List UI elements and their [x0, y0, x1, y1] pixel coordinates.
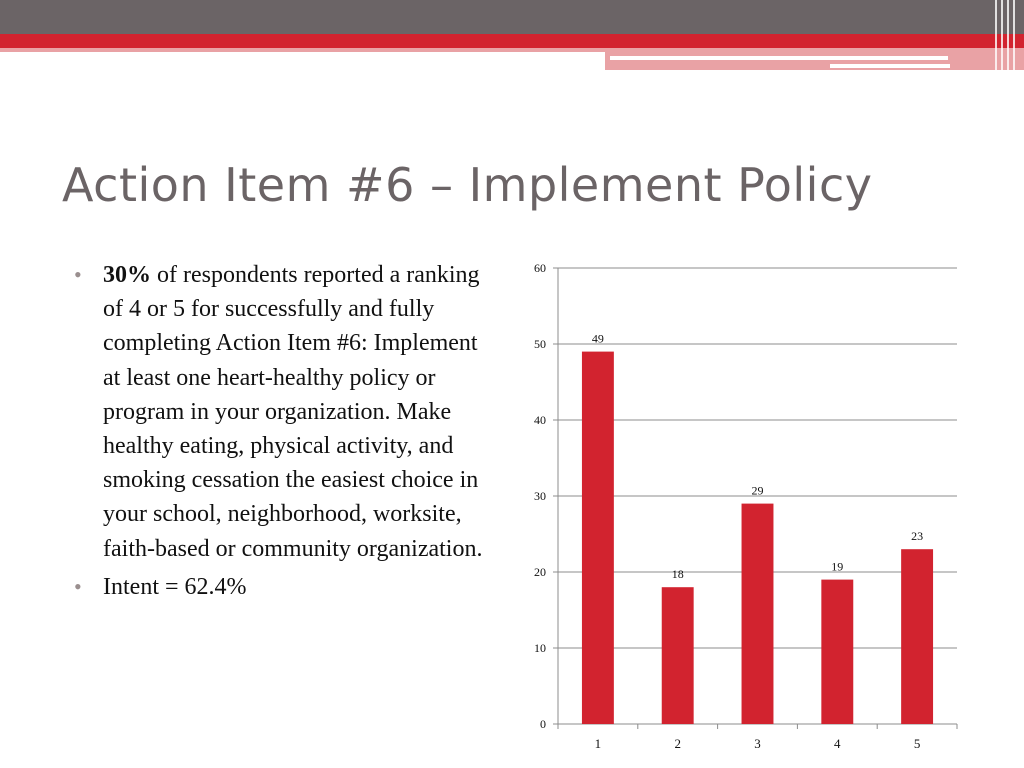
header-banner-dark — [0, 0, 1024, 34]
data-label: 23 — [911, 529, 924, 544]
bar — [662, 587, 694, 724]
data-label: 49 — [591, 331, 604, 346]
header-stripe — [995, 0, 997, 70]
bullet-dot-icon: • — [74, 262, 82, 287]
y-tick-label: 10 — [534, 641, 546, 655]
data-label: 19 — [831, 559, 844, 574]
bar — [901, 549, 933, 724]
x-tick-label: 1 — [594, 736, 602, 751]
bullet-item — [74, 570, 484, 604]
y-tick-label: 40 — [534, 413, 546, 427]
x-tick-label: 4 — [834, 736, 841, 751]
bullet-list — [74, 258, 484, 604]
header-stripe — [1007, 0, 1009, 70]
data-label: 29 — [751, 483, 764, 498]
y-tick-label: 30 — [534, 489, 546, 503]
slide-title: Action Item #6 – Implement Policy — [62, 158, 873, 212]
bullet-text: Intent = 62.4% — [103, 573, 247, 600]
x-tick-label: 5 — [913, 736, 921, 751]
y-tick-label: 50 — [534, 337, 546, 351]
bullet-emphasis: 30% — [103, 262, 151, 288]
header-stripe — [1001, 0, 1003, 70]
bar-chart — [520, 255, 990, 755]
y-tick-label: 0 — [540, 717, 546, 731]
x-tick-label: 2 — [674, 736, 681, 751]
data-label: 18 — [671, 567, 684, 582]
bullet-text: of respondents reported a ranking of 4 or 5 for successfully and fully completing Action Item #6: Implement at least one heart-healthy policy or program in your organization. Make healthy eating, physical activity, and smoking cessation the easiest choice in your school, neighborhood, worksite, faith-based or community organization. — [103, 262, 483, 562]
header-banner-line — [830, 64, 950, 68]
header-banner-red — [0, 34, 1024, 48]
header-banner-line — [610, 56, 948, 60]
header-banner-pink — [0, 48, 605, 52]
header-stripe — [1013, 0, 1015, 70]
x-tick-label: 3 — [754, 736, 761, 751]
y-tick-label: 60 — [534, 261, 546, 275]
bullet-item — [74, 258, 484, 566]
y-tick-label: 20 — [534, 565, 546, 579]
bar — [821, 580, 853, 724]
bar — [582, 352, 614, 724]
bullet-dot-icon: • — [74, 573, 82, 599]
bar — [742, 504, 774, 724]
